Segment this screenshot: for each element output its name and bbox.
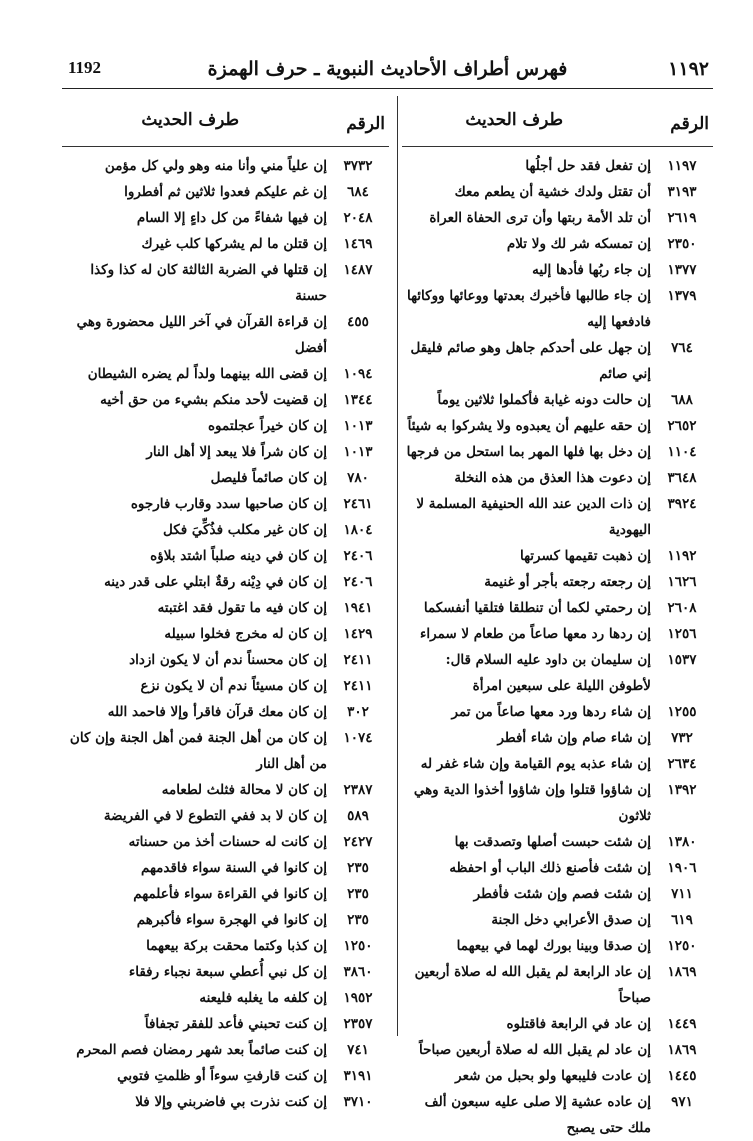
hadith-number: ١٨٠٤: [343, 522, 373, 538]
hadith-entry: [402, 439, 713, 465]
hadith-entry: [62, 491, 389, 517]
hadith-entry: [402, 283, 713, 335]
hadith-text: أن تقتل ولدك خشية أن يطعم معك: [454, 184, 651, 200]
hadith-number: ٥٨٩: [347, 808, 369, 824]
hadith-entry: [402, 699, 713, 725]
hadith-number: ١٣٤٤: [343, 392, 373, 408]
hadith-text: إن جاء طالبها فأخبرك بعدتها ووعائها ووكائها فادفعها إليه: [406, 288, 651, 330]
hadith-entry: [62, 933, 389, 959]
hadith-text: إن كنت قارفتِ سوءاً أو ظلمتِ فتوبي: [117, 1068, 327, 1084]
hadith-entry: [402, 907, 713, 933]
column-divider: [397, 96, 398, 1036]
hadith-number: ١٤٤٥: [667, 1068, 697, 1084]
hadith-number: ٢٠٤٨: [343, 210, 373, 226]
hadith-text: إن ذهبت تقيمها كسرتها: [519, 548, 651, 564]
hadith-entry: [62, 569, 389, 595]
hadith-text: إن شئت فأصنع ذلك الباب أو احفظه: [449, 860, 651, 876]
hadith-number: ٢٤٠٦: [343, 548, 373, 564]
hadith-number: ٢٤١١: [343, 678, 373, 694]
hadith-text: إن كان شراً فلا يبعد إلا أهل النار: [146, 444, 327, 460]
hadith-entry: [402, 465, 713, 491]
hadith-entry: [402, 543, 713, 569]
hadith-entry: [62, 387, 389, 413]
left-column: [62, 100, 389, 1115]
page-header: [62, 54, 713, 89]
hadith-number: ٣٠٢: [347, 704, 369, 720]
hadith-number: ١٤٤٩: [667, 1016, 697, 1032]
hadith-number: ١٩٤١: [343, 600, 373, 616]
hadith-entry: [62, 829, 389, 855]
left-column-header: [62, 100, 389, 147]
hadith-number: ٣٨٦٠: [343, 964, 373, 980]
hadith-entry: [62, 907, 389, 933]
hadith-entry: [402, 491, 713, 543]
page-number-latin: 1192: [68, 58, 102, 77]
hadith-number: ٣٩٢٤: [667, 496, 697, 512]
hadith-number: ١٠٩٤: [343, 366, 373, 382]
hadith-entry: [62, 673, 389, 699]
hadith-number: ١١٩٧: [667, 158, 697, 174]
hadith-text: أن تلد الأمة ربتها وأن ترى الحفاة العراة: [429, 210, 651, 226]
number-heading: الرقم: [346, 114, 385, 134]
hadith-number: ١٨٦٩: [667, 964, 697, 980]
hadith-number: ٢٤٦١: [343, 496, 373, 512]
hadith-entry: [402, 647, 713, 699]
hadith-entry: [402, 777, 713, 829]
hadith-text: إن تفعل فقد حل أجلُها: [525, 158, 651, 174]
hadith-text: إن كان خيراً عجلتموه: [207, 418, 327, 434]
hadith-text: إن دخل بها فلها المهر بما استحل من فرجها: [406, 444, 651, 460]
hadith-number: ٢٤١١: [343, 652, 373, 668]
hadith-text: إن كانوا في السنة سواء فاقدمهم: [140, 860, 327, 876]
hadith-text: إن كان لا محالة فثلث لطعامه: [161, 782, 327, 798]
hadith-entry: [62, 257, 389, 309]
hadith-text: إن كان في دِيْنه رقةٌ ابتلي على قدر دينه: [104, 574, 327, 590]
hadith-text: إن ردها رد معها صاعاً من طعام لا سمراء: [420, 626, 651, 642]
hadith-text: إن عاد الرابعة لم يقبل الله له صلاة أربعين صباحاً: [414, 964, 651, 1006]
hadith-text: إن غم عليكم فعدوا ثلاثين ثم أفطروا: [124, 184, 327, 200]
hadith-text: إن كانوا في القراءة سواء فأعلمهم: [133, 886, 327, 902]
hadith-number: ١٢٥٠: [667, 938, 697, 954]
page-number-arabic: ١١٩٢: [668, 58, 709, 80]
hadith-number: ٣٧٣٢: [343, 158, 373, 174]
hadith-number: ٢٤٢٧: [343, 834, 373, 850]
hadith-text: إن تمسكه شر لك ولا تلام: [506, 236, 651, 252]
hadith-number: ٢٣٥: [347, 912, 369, 928]
hadith-number: ٧٦٤: [671, 340, 693, 356]
hadith-text: إن كذبا وكتما محقت بركة بيعهما: [146, 938, 327, 954]
hadith-text: إن كان في دينه صلباً اشتد بلاؤه: [150, 548, 327, 564]
hadith-text: إن صدقا وبينا بورك لهما في بيعهما: [456, 938, 651, 954]
hadith-entry: [402, 569, 713, 595]
hadith-text: إن علياً مني وأنا منه وهو ولي كل مؤمن: [104, 158, 327, 174]
hadith-text: إن كل نبي أُعطي سبعة نجباء رفقاء: [128, 964, 327, 980]
running-title: فهرس أطراف الأحاديث النبوية ـ حرف الهمزة: [207, 58, 568, 80]
hadith-entry: [402, 1011, 713, 1037]
hadith-text: إن قتلن ما لم يشركها كلب غيرك: [141, 236, 327, 252]
hadith-text: إن شاء ردها ورد معها صاعاً من تمر: [451, 704, 651, 720]
hadith-text: إن كان فيه ما تقول فقد اغتبته: [157, 600, 327, 616]
hadith-entry: [62, 881, 389, 907]
hadith-number: ١٤٨٧: [343, 262, 373, 278]
hadith-text: إن جاء ربُها فأدها إليه: [532, 262, 651, 278]
hadith-number: ١٩٠٦: [667, 860, 697, 876]
hadith-text: إن قضى الله بينهما ولداً لم يضره الشيطان: [87, 366, 327, 382]
hadith-entry: [402, 933, 713, 959]
hadith-number: ٢٦٥٢: [667, 418, 697, 434]
hadith-entry: [62, 1063, 389, 1089]
hadith-number: ١٠١٣: [343, 418, 373, 434]
hadith-number: ٧٣٢: [671, 730, 693, 746]
hadith-text: إن رجعته رجعته بأجر أو غنيمة: [484, 574, 651, 590]
hadith-entry: [402, 335, 713, 387]
hadith-entry: [402, 153, 713, 179]
left-column-rows: [62, 153, 389, 1115]
hadith-number: ٣١٩١: [343, 1068, 373, 1084]
hadith-entry: [402, 387, 713, 413]
hadith-entry: [62, 725, 389, 777]
hadith-entry: [62, 361, 389, 387]
hadith-text: إن كنت تحبني فأعد للفقر تجفافاً: [144, 1016, 327, 1032]
hadith-entry: [402, 595, 713, 621]
hadith-number: ٩٧١: [671, 1094, 693, 1110]
hadith-entry: [62, 959, 389, 985]
hadith-entry: [402, 855, 713, 881]
hadith-number: ١٣٨٠: [667, 834, 697, 850]
hadith-number: ٧٨٠: [347, 470, 369, 486]
hadith-text: إن شاؤوا قتلوا وإن شاؤوا أخذوا الدية وهي ثلاثون: [413, 782, 651, 824]
hadith-text: إن شئت حبست أصلها وتصدقت بها: [454, 834, 651, 850]
hadith-number: ٦٨٤: [347, 184, 369, 200]
hadith-number: ١١٠٤: [667, 444, 697, 460]
hadith-entry: [62, 803, 389, 829]
hadith-number: ٣٦٤٨: [667, 470, 697, 486]
text-heading: طرف الحديث: [141, 110, 239, 130]
hadith-text: إن كان صائماً فليصل: [210, 470, 327, 486]
hadith-text: إن صدق الأعرابي دخل الجنة: [491, 912, 651, 928]
hadith-number: ٢٣٥٠: [667, 236, 697, 252]
right-column-header: [402, 100, 713, 147]
hadith-text: إن كانت له حسنات أخذ من حسناته: [128, 834, 327, 850]
hadith-entry: [62, 985, 389, 1011]
text-heading: طرف الحديث: [465, 110, 563, 130]
hadith-number: ٢٦٠٨: [667, 600, 697, 616]
hadith-entry: [402, 257, 713, 283]
hadith-number: ٧١١: [671, 886, 693, 902]
hadith-entry: [62, 465, 389, 491]
hadith-entry: [402, 231, 713, 257]
hadith-number: ٢٦١٩: [667, 210, 697, 226]
hadith-number: ١٤٦٩: [343, 236, 373, 252]
hadith-entry: [402, 829, 713, 855]
hadith-number: ١٨٦٩: [667, 1042, 697, 1058]
hadith-text: إن كنت صائماً بعد شهر رمضان فصم المحرم: [76, 1042, 327, 1058]
hadith-text: إن كان غير مكلب فذُكِّيَ فكل: [163, 522, 327, 538]
hadith-entry: [402, 1037, 713, 1063]
hadith-text: إن دعوت هذا العذق من هذه النخلة: [454, 470, 651, 486]
hadith-number: ١٢٥٥: [667, 704, 697, 720]
hadith-text: إن عاد لم يقبل الله له صلاة أربعين صباحاً: [419, 1042, 651, 1058]
hadith-number: ١٥٣٧: [667, 652, 697, 668]
hadith-text: إن شئت فصم وإن شئت فأفطر: [473, 886, 651, 902]
hadith-number: ٦٨٨: [671, 392, 693, 408]
hadith-number: ٢٣٥٧: [343, 1016, 373, 1032]
hadith-text: إن عاده عشية إلا صلى عليه سبعون ألف ملك حتى يصبح: [424, 1094, 651, 1136]
hadith-text: إن ذات الدين عند الله الحنيفية المسلمة لا اليهودية: [416, 496, 651, 538]
hadith-text: إن عادت فليبعها ولو بحبل من شعر: [455, 1068, 651, 1084]
hadith-number: ٧٤١: [347, 1042, 369, 1058]
hadith-text: إن شاء صام وإن شاء أفطر: [497, 730, 651, 746]
hadith-text: إن كنت نذرت بي فاضربني وإلا فلا: [135, 1094, 327, 1110]
hadith-entry: [62, 855, 389, 881]
hadith-number: ١٣٩٢: [667, 782, 697, 798]
hadith-text: إن كان محسناً ندم أن لا يكون ازداد: [129, 652, 327, 668]
hadith-text: إن قراءة القرآن في آخر الليل محضورة وهي أفضل: [76, 314, 327, 356]
hadith-text: إن كان صاحبها سدد وقارب فارجوه: [130, 496, 327, 512]
hadith-entry: [62, 595, 389, 621]
hadith-number: ١١٩٢: [667, 548, 697, 564]
hadith-entry: [62, 621, 389, 647]
hadith-text: إن كان من أهل الجنة فمن أهل الجنة وإن كان من أهل النار: [69, 730, 327, 772]
hadith-entry: [62, 1089, 389, 1115]
hadith-entry: [62, 439, 389, 465]
hadith-text: إن رحمتي لكما أن تنطلقا فتلقيا أنفسكما: [423, 600, 651, 616]
hadith-number: ١٦٢٦: [667, 574, 697, 590]
hadith-number: ٣٧١٠: [343, 1094, 373, 1110]
hadith-text: إن قتلها في الضربة الثالثة كان له كذا وكذا حسنة: [90, 262, 327, 304]
hadith-entry: [62, 1037, 389, 1063]
hadith-text: إن عاد في الرابعة فاقتلوه: [506, 1016, 651, 1032]
hadith-text: إن كان لا بد ففي التطوع لا في الفريضة: [103, 808, 327, 824]
hadith-entry: [62, 517, 389, 543]
right-column: [402, 100, 713, 1141]
hadith-number: ٣١٩٣: [667, 184, 697, 200]
hadith-entry: [402, 751, 713, 777]
hadith-number: ٦١٩: [671, 912, 693, 928]
hadith-entry: [62, 777, 389, 803]
hadith-entry: [402, 1089, 713, 1141]
hadith-entry: [402, 205, 713, 231]
hadith-text: إن شاء عذبه يوم القيامة وإن شاء غفر له: [420, 756, 651, 772]
hadith-number: ١٠٧٤: [343, 730, 373, 746]
hadith-number: ٢٣٨٧: [343, 782, 373, 798]
hadith-text: إن كان له مخرج فخلوا سبيله: [164, 626, 327, 642]
hadith-entry: [62, 231, 389, 257]
hadith-number: ١٢٥٠: [343, 938, 373, 954]
hadith-entry: [62, 699, 389, 725]
hadith-number: ٢٣٥: [347, 860, 369, 876]
hadith-number: ١٤٢٩: [343, 626, 373, 642]
hadith-entry: [62, 309, 389, 361]
hadith-text: إن كانوا في الهجرة سواء فأكبرهم: [136, 912, 327, 928]
hadith-entry: [62, 1011, 389, 1037]
hadith-entry: [62, 205, 389, 231]
hadith-entry: [402, 179, 713, 205]
hadith-number: ٤٥٥: [347, 314, 369, 330]
hadith-text: إن كان مسيئاً ندم أن لا يكون نزع: [140, 678, 327, 694]
hadith-entry: [62, 413, 389, 439]
hadith-number: ١٣٧٩: [667, 288, 697, 304]
hadith-text: إن قضيت لأحد منكم بشيء من حق أخيه: [100, 392, 327, 408]
hadith-text: إن حالت دونه غيابة فأكملوا ثلاثين يوماً: [437, 392, 651, 408]
hadith-entry: [62, 647, 389, 673]
hadith-text: إن حقه عليهم أن يعبدوه ولا يشركوا به شيئاً: [407, 418, 651, 434]
hadith-number: ١٠١٣: [343, 444, 373, 460]
hadith-text: إن جهل على أحدكم جاهل وهو صائم فليقل إني صائم: [410, 340, 651, 382]
hadith-text: إن سليمان بن داود عليه السلام قال: لأطوفن الليلة على سبعين امرأة: [445, 652, 651, 694]
hadith-entry: [402, 881, 713, 907]
number-heading: الرقم: [670, 114, 709, 134]
hadith-text: إن فيها شفاءً من كل داءٍ إلا السام: [136, 210, 327, 226]
hadith-number: ١٢٥٦: [667, 626, 697, 642]
hadith-entry: [402, 1063, 713, 1089]
right-column-rows: [402, 153, 713, 1141]
hadith-number: ٢٣٥: [347, 886, 369, 902]
hadith-text: إن كلفه ما يغلبه فليعنه: [199, 990, 327, 1006]
hadith-entry: [62, 179, 389, 205]
hadith-number: ١٩٥٢: [343, 990, 373, 1006]
hadith-entry: [402, 413, 713, 439]
hadith-entry: [62, 543, 389, 569]
hadith-number: ٢٦٣٤: [667, 756, 697, 772]
hadith-number: ١٣٧٧: [667, 262, 697, 278]
hadith-text: إن كان معك قرآن فاقرأ وإلا فاحمد الله: [107, 704, 327, 720]
hadith-entry: [62, 153, 389, 179]
hadith-entry: [402, 725, 713, 751]
hadith-number: ٢٤٠٦: [343, 574, 373, 590]
hadith-entry: [402, 621, 713, 647]
hadith-entry: [402, 959, 713, 1011]
